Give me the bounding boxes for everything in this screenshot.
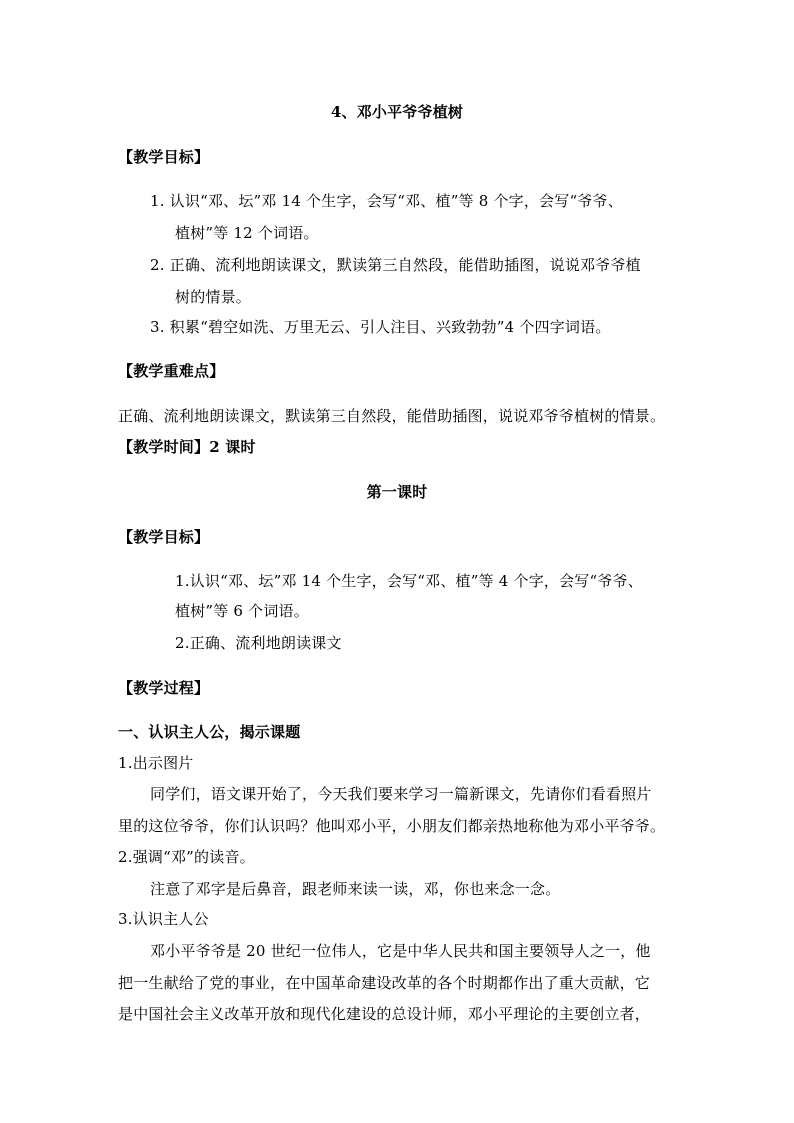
step3-text-line-3: 是中国社会主义改革开放和现代化建设的总设计师，邓小平理论的主要创立者，	[118, 1005, 651, 1023]
step3-text-line-2: 把一生献给了党的事业，在中国革命建设改革的各个时期都作出了重大贡献，它	[118, 974, 651, 992]
goal-item-2-line-2: 树的情景。	[175, 288, 252, 306]
goals-heading: 【教学目标】	[118, 148, 210, 166]
teaching-time: 【教学时间】2 课时	[118, 438, 256, 456]
goal-item-2-line-1: 2. 正确、流利地朗读课文，默读第三自然段，能借助插图，说说邓爷爷植	[150, 256, 641, 274]
goal-item-1-line-1: 1. 认识“邓、坛”邓 14 个生字，会写“邓、植”等 8 个字，会写“爷爷、	[150, 192, 623, 210]
lesson1-goal-1-line-2: 植树”等 6 个词语。	[175, 602, 309, 620]
step3-text-line-1: 邓小平爷爷是 20 世纪一位伟人，它是中华人民共和国主要领导人之一，他	[150, 942, 651, 960]
step1-text-line-1: 同学们，语文课开始了，今天我们要来学习一篇新课文，先请你们看看照片	[150, 785, 652, 803]
step2-text: 注意了邓字是后鼻音，跟老师来读一读，邓，你也来念一念。	[150, 880, 561, 898]
lesson1-goals-heading: 【教学目标】	[118, 528, 210, 546]
lesson-title: 4、邓小平爷爷植树	[330, 103, 464, 121]
lesson1-goal-2: 2.正确、流利地朗读课文	[175, 634, 342, 652]
lesson1-goal-1-line-1: 1.认识“邓、坛”邓 14 个生字，会写“邓、植”等 4 个字，会写“爷爷、	[175, 572, 643, 590]
goal-item-3: 3. 积累“碧空如洗、万里无云、引人注目、兴致勃勃”4 个四字词语。	[150, 318, 611, 336]
section1-heading: 一、认识主人公，揭示课题	[118, 723, 301, 741]
process-heading: 【教学过程】	[118, 679, 210, 697]
key-points-text: 正确、流利地朗读课文，默读第三自然段，能借助插图，说说邓爷爷植树的情景。	[118, 407, 666, 425]
step1-label: 1.出示图片	[118, 754, 194, 772]
goal-item-1-line-2: 植树”等 12 个词语。	[175, 224, 319, 242]
step2-label: 2.强调“邓”的读音。	[118, 848, 255, 866]
lesson1-title: 第一课时	[366, 483, 428, 501]
step1-text-line-2: 里的这位爷爷，你们认识吗？他叫邓小平，小朋友们都亲热地称他为邓小平爷爷。	[118, 817, 666, 835]
step3-label: 3.认识主人公	[118, 910, 209, 928]
key-points-heading: 【教学重难点】	[118, 362, 225, 380]
